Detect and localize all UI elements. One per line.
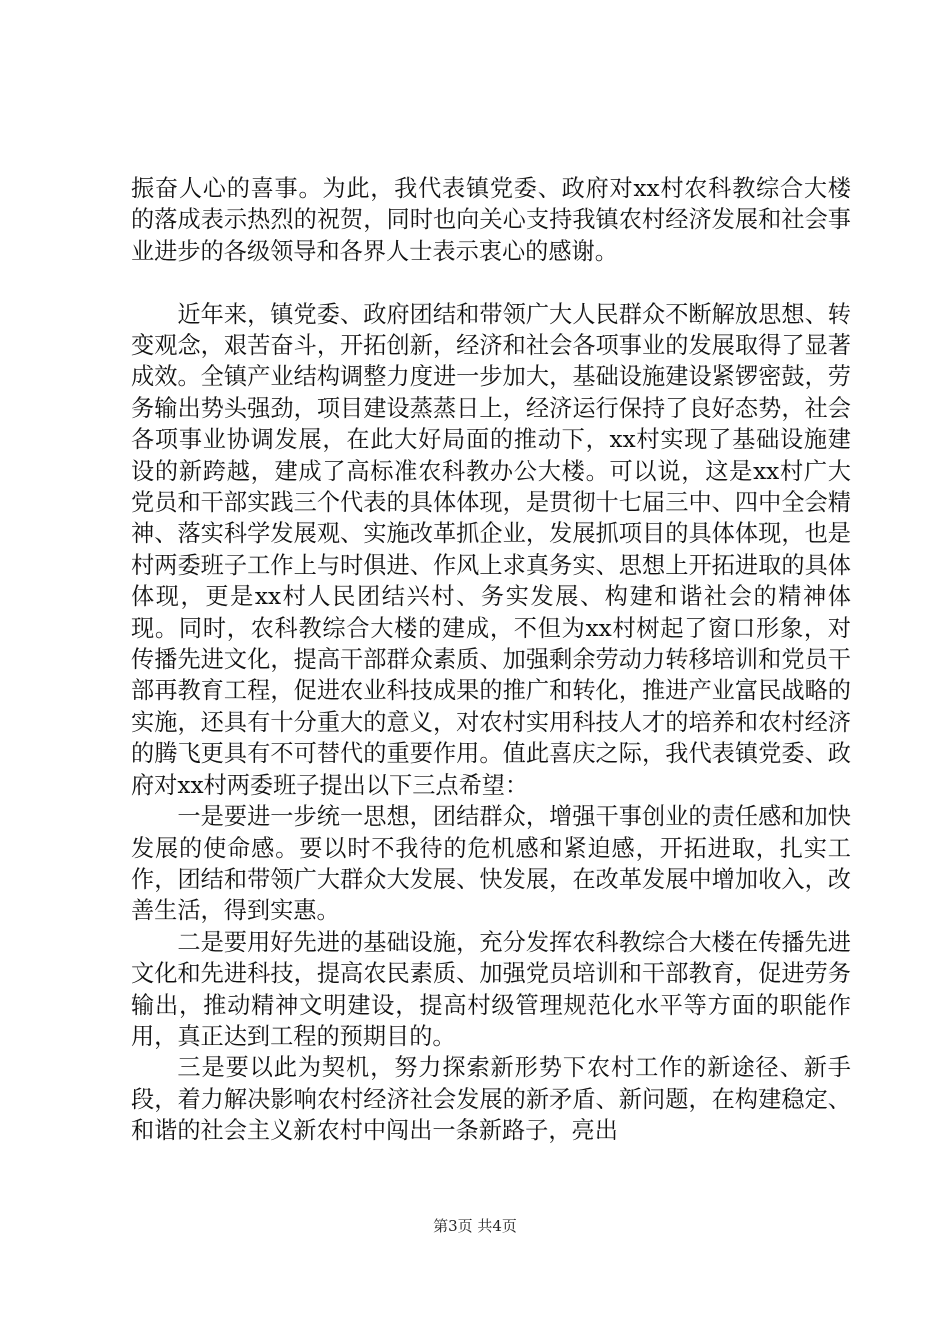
paragraph-hope-three: 三是要以此为契机，努力探索新形势下农村工作的新途径、新手段，着力解决影响农村经济社会发展的新矛盾、新问题，在构建稳定、和谐的社会主义新农村中闯出一条新路子，亮出 [131,1054,851,1145]
document-body [131,173,851,1147]
paragraph-continuation: 振奋人心的喜事。为此，我代表镇党委、政府对xx村农科教综合大楼的落成表示热烈的祝贺，同时也向关心支持我镇农村经济发展和社会事业进步的各级领导和各界人士表示衷心的感谢。 [131,175,851,265]
page-footer: 第3页 共4页 [433,1217,517,1235]
paragraph-hope-one: 一是要进一步统一思想，团结群众，增强干事创业的责任感和加快发展的使命感。要以时不我待的危机感和紧迫感，开拓进取，扎实工作，团结和带领广大群众大发展、快发展，在改革发展中增加收入，改善生活，得到实惠。 [131,803,851,925]
paragraph-hope-two: 二是要用好先进的基础设施，充分发挥农科教综合大楼在传播先进文化和先进科技，提高农民素质、加强党员培训和干部教育，促进劳务输出，推动精神文明建设，提高村级管理规范化水平等方面的职能作用，真正达到工程的预期目的。 [131,928,851,1050]
paragraph-recent-years: 近年来，镇党委、政府团结和带领广大人民群众不断解放思想、转变观念，艰苦奋斗，开拓创新，经济和社会各项事业的发展取得了显著成效。全镇产业结构调整力度进一步加大，基础设施建设紧锣密鼓，劳务输出势头强劲，项目建设蒸蒸日上，经济运行保持了良好态势，社会各项事业协调发展，在此大好局面的推动下，xx村实现了基础设施建设的新跨越，建成了高标准农科教办公大楼。可以说，这是xx村广大党员和干部实践三个代表的具体体现，是贯彻十七届三中、四中全会精神、落实科学发展观、实施改革抓企业，发展抓项目的具体体现，也是村两委班子工作上与时俱进、作风上求真务实、思想上开拓进取的具体体现，更是xx村人民团结兴村、务实发展、构建和谐社会的精神体现。同时，农科教综合大楼的建成，不但为xx村树起了窗口形象，对传播先进文化，提高干部群众素质、加强剩余劳动力转移培训和党员干部再教育工程，促进农业科技成果的推广和转化，推进产业富民战略的实施，还具有十分重大的意义，对农村实用科技人才的培养和农村经济的腾飞更具有不可替代的重要作用。值此喜庆之际，我代表镇党委、政府对xx村两委班子提出以下三点希望： [131,300,851,799]
